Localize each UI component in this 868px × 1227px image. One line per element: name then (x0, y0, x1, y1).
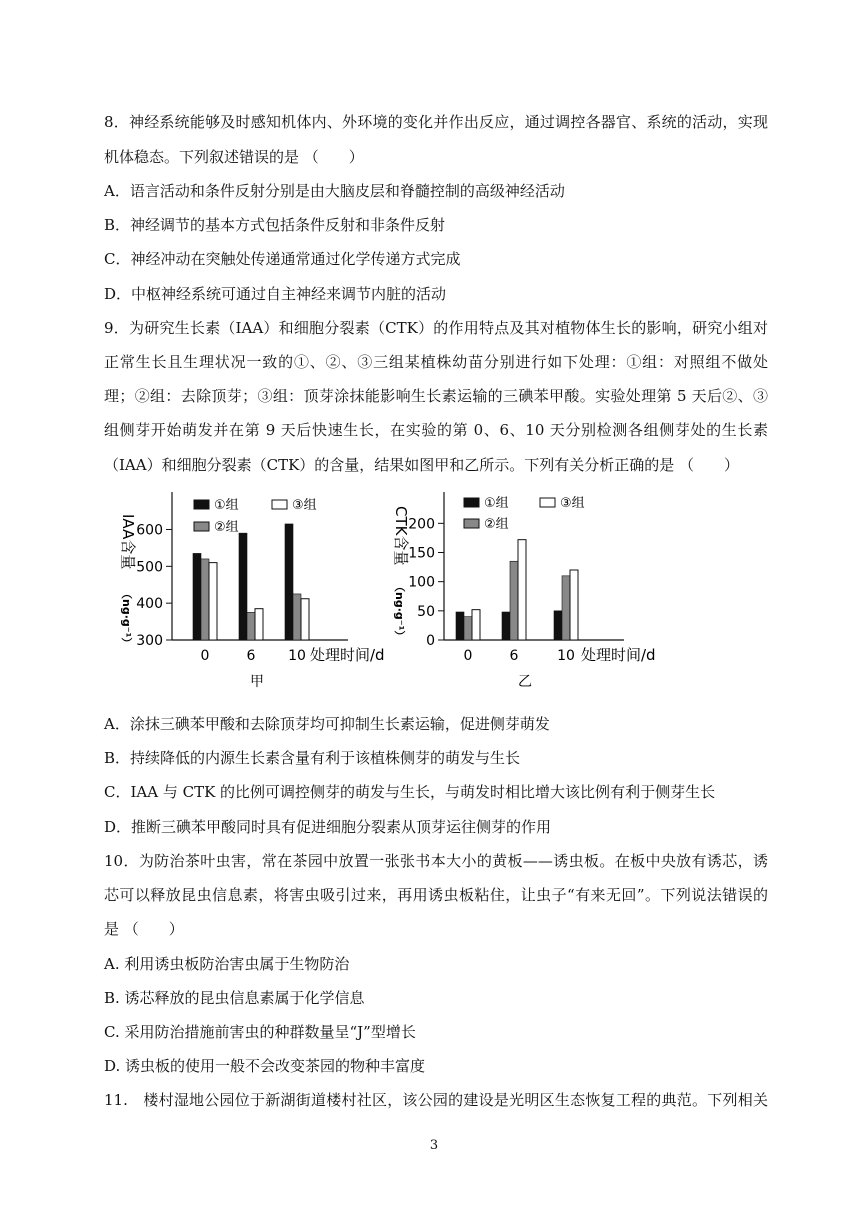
q9-stem-line-4: 组侧芽开始萌发并在第 9 天后快速生长，在实验的第 0、6、10 天分别检测各组侧芽处的生长素 (104, 421, 768, 439)
chart-yi-xtick-label: 10 (557, 648, 575, 664)
q9-option-c: C．IAA 与 CTK 的比例可调控侧芽的萌发与生长，与萌发时相比增大该比例有利于侧芽生长 (104, 783, 716, 801)
chart-yi-ytick-label: 200 (408, 516, 435, 533)
chart-yi-legend-label: ②组 (484, 517, 509, 532)
chart-jia-bar (209, 563, 217, 640)
chart-yi-ytick-label: 0 (426, 633, 435, 649)
chart-jia-xtick-label: 10 (288, 648, 306, 664)
chart-yi-caption: 乙 (518, 674, 532, 690)
q9-stem-line-1: 9．为研究生长素（IAA）和细胞分裂素（CTK）的作用特点及其对植物体生长的影响，研究小组对 (104, 319, 768, 337)
q10-option-c: C. 采用防治措施前害虫的种群数量呈“J”型增长 (104, 1023, 416, 1041)
chart-yi-bar (456, 612, 464, 640)
q9-option-b: B．持续降低的内源生长素含量有利于该植株侧芽的萌发与生长 (104, 749, 521, 767)
q8-option-b: B．神经调节的基本方式包括条件反射和非条件反射 (104, 216, 446, 234)
q10-option-b: B. 诱芯释放的昆虫信息素属于化学信息 (104, 989, 365, 1007)
chart-yi-bar (502, 612, 510, 640)
q11-stem-line-1: 11. 楼村湿地公园位于新湖街道楼村社区，该公园的建设是光明区生态恢复工程的典范。下列相关 (104, 1091, 768, 1109)
q10-option-a: A. 利用诱虫板防治害虫属于生物防治 (104, 955, 350, 973)
chart-jia-caption: 甲 (250, 674, 264, 690)
chart-yi-bar (510, 561, 518, 640)
chart-jia-ytick-label: 300 (136, 633, 163, 649)
chart-jia-legend-swatch (194, 522, 209, 531)
chart-jia-bar (247, 612, 255, 640)
chart-yi-bar (464, 617, 472, 640)
chart-yi-plot (408, 492, 624, 664)
q9-option-d: D．推断三碘苯甲酸同时具有促进细胞分裂素从顶芽运往侧芽的作用 (104, 818, 552, 836)
chart-yi-bar (472, 610, 480, 640)
q9-option-a: A．涂抹三碘苯甲酸和去除顶芽均可抑制生长素运输，促进侧芽萌发 (104, 715, 550, 733)
chart-yi-xtick-label: 0 (463, 648, 473, 664)
q8-stem-line-1: 8．神经系统能够及时感知机体内、外环境的变化并作出反应，通过调控各器官、系统的活动，实现 (104, 113, 768, 131)
chart-jia-ylabel: IAA含量 (119, 514, 137, 570)
q10-stem-line-2: 芯可以释放昆虫信息素，将害虫吸引过来，再用诱虫板粘住，让虫子“有来无回”。下列说法错误的 (104, 886, 768, 904)
chart-jia-legend-label: ③组 (292, 498, 317, 513)
q10-stem-line-3: 是 （ ） (104, 920, 184, 938)
q10-stem-line-1: 10．为防治茶叶虫害，常在茶园中放置一张张书本大小的黄板——诱虫板。在板中央放有诱芯，诱 (104, 852, 768, 870)
chart-jia-ytick-label: 400 (136, 596, 163, 613)
q9-stem-line-2: 正常生长且生理状况一致的①、②、③三组某植株幼苗分别进行如下处理：①组：对照组不做处 (104, 353, 768, 371)
q8-stem-line-2: 机体稳态。下列叙述错误的是 （ ） (104, 148, 364, 166)
chart-yi-legend-swatch (464, 498, 479, 507)
chart-yi-ytick-label: 100 (408, 574, 435, 591)
chart-jia-legend-swatch (272, 500, 287, 509)
q8-option-d: D．中枢神经系统可通过自主神经来调节内脏的活动 (104, 285, 447, 303)
q10-option-d: D. 诱虫板的使用一般不会改变茶园的物种丰富度 (104, 1057, 426, 1075)
chart-jia-legend-label: ②组 (214, 520, 239, 535)
chart-jia-xtick-label: 6 (246, 648, 256, 664)
chart-jia-ytick-label: 600 (136, 522, 163, 539)
page-number: 3 (429, 1138, 439, 1153)
chart-yi-legend-label: ①组 (484, 496, 509, 511)
figure-iaa-chart (110, 486, 400, 696)
chart-yi-legend-swatch (464, 519, 479, 528)
q8-option-c: C．神经冲动在突触处传递通常通过化学传递方式完成 (104, 250, 461, 268)
q9-stem-line-5: （IAA）和细胞分裂素（CTK）的含量，结果如图甲和乙所示。下列有关分析正确的是 （ ） (104, 456, 740, 474)
chart-yi-bar (518, 540, 526, 640)
chart-yi-xlabel: 处理时间/d (581, 646, 656, 664)
chart-jia-bar (285, 524, 293, 640)
chart-jia-ytick-label: 500 (136, 559, 163, 576)
chart-jia-legend-swatch (194, 500, 209, 509)
chart-jia-xlabel: 处理时间/d (310, 646, 385, 664)
chart-jia-bar (255, 609, 263, 640)
chart-jia-bar (193, 553, 201, 640)
chart-yi-ylabel: CTK含量 (392, 506, 410, 566)
chart-yi-yunit: （ng·g⁻¹） (393, 581, 406, 642)
chart-yi-ytick-label: 150 (408, 545, 435, 562)
chart-yi-legend-label: ③组 (560, 496, 585, 511)
chart-jia-bar (201, 559, 209, 640)
figure-ctk-chart (388, 486, 688, 696)
chart-yi-bar (554, 611, 562, 640)
chart-yi-bar (562, 576, 570, 640)
chart-jia-yunit: （ng·g⁻¹） (120, 588, 133, 649)
chart-jia-legend-label: ①组 (214, 498, 239, 513)
chart-jia-xtick-label: 0 (200, 648, 210, 664)
chart-yi-bar (570, 570, 578, 640)
chart-jia-bar (301, 599, 309, 640)
chart-jia-bar (239, 533, 247, 640)
chart-yi-ytick-label: 50 (417, 603, 435, 620)
chart-jia-plot (136, 492, 348, 664)
q9-stem-line-3: 理；②组：去除顶芽；③组：顶芽涂抹能影响生长素运输的三碘苯甲酸。实验处理第 5 天后②、③ (104, 387, 768, 405)
q8-option-a: A．语言活动和条件反射分别是由大脑皮层和脊髓控制的高级神经活动 (104, 182, 565, 200)
chart-yi-legend-swatch (540, 498, 555, 507)
chart-yi-xtick-label: 6 (509, 648, 519, 664)
chart-jia-bar (293, 594, 301, 640)
